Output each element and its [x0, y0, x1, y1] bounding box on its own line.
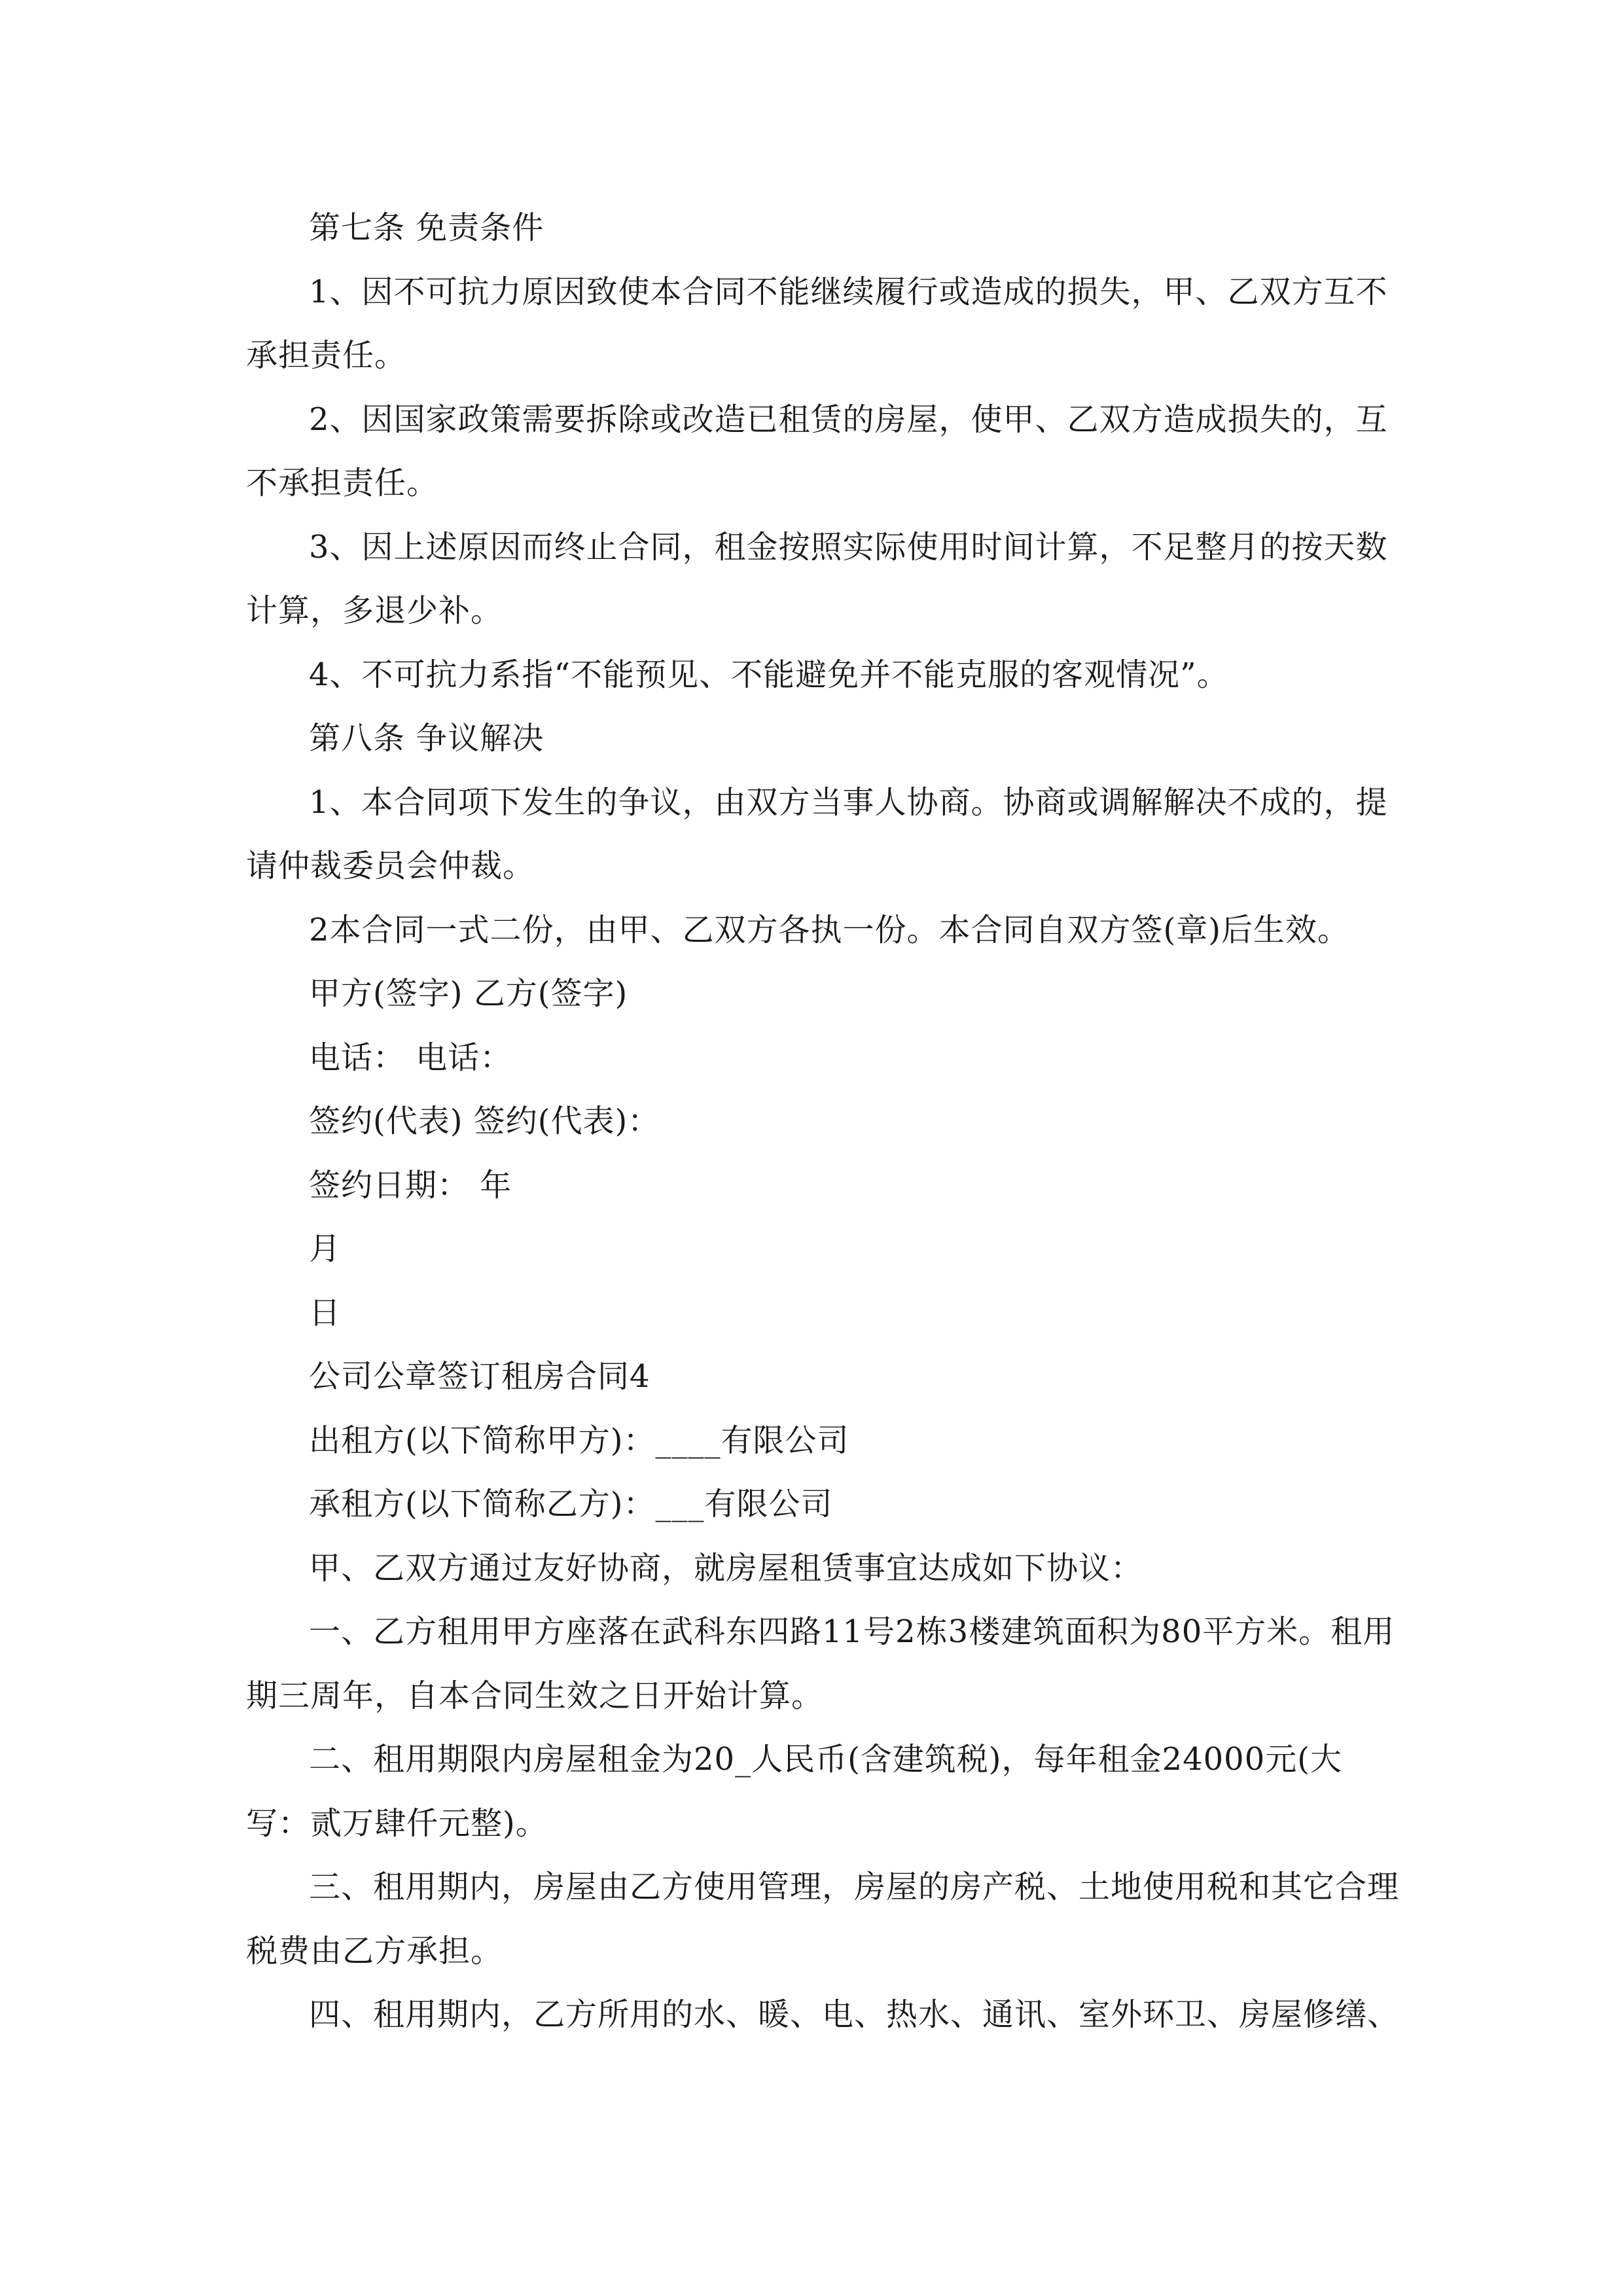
- clause-4: 四、租用期内，乙方所用的水、暖、电、热水、通讯、室外环卫、房屋修缮、: [309, 1996, 1400, 2033]
- paragraph-8-2: 2本合同一式二份，由甲、乙双方各执一份。本合同自双方签(章)后生效。: [309, 911, 1349, 948]
- clause-3: 三、租用期内，房屋由乙方使用管理，房屋的房产税、土地使用税和其它合理税费由乙方承担。: [246, 1869, 1400, 1969]
- article-7-heading: 第七条 免责条件: [309, 209, 544, 246]
- article-8-heading: 第八条 争议解决: [309, 720, 544, 757]
- paragraph-7-4: 4、不可抗力系指“不能预见、不能避免并不能克服的客观情况”。: [309, 656, 1229, 693]
- signature-line: 甲方(签字) 乙方(签字): [309, 975, 628, 1012]
- agreement-intro: 甲、乙双方通过友好协商，就房屋租赁事宜达成如下协议：: [309, 1549, 1143, 1587]
- document-body: [246, 196, 1404, 2047]
- lessee-line: 承租方(以下简称乙方)：___有限公司: [309, 1486, 833, 1522]
- clause-1: 一、乙方租用甲方座落在武科东四路11号2栋3楼建筑面积为80平方米。租用期三周年，自本合同生效之日开始计算。: [246, 1613, 1395, 1714]
- representative-line: 签约(代表) 签约(代表)：: [309, 1103, 660, 1139]
- sign-date-line: 签约日期： 年: [309, 1166, 512, 1204]
- clause-2: 二、租用期限内房屋租金为20_人民币(含建筑税)，每年租金24000元(大写：贰万肆仟元整)。: [246, 1741, 1342, 1842]
- contract-4-title: 公司公章签订租房合同4: [309, 1358, 651, 1395]
- lessor-line: 出租方(以下简称甲方)：____有限公司: [309, 1422, 849, 1459]
- paragraph-7-3: 3、因上述原因而终止合同，租金按照实际使用时间计算，不足整月的按天数计算，多退少补。: [246, 528, 1388, 629]
- phone-line: 电话： 电话：: [309, 1039, 512, 1076]
- paragraph-8-1: 1、本合同项下发生的争议，由双方当事人协商。协商或调解解决不成的，提请仲裁委员会仲裁。: [246, 783, 1388, 884]
- sign-date-day: 日: [309, 1294, 342, 1331]
- sign-date-month: 月: [309, 1230, 342, 1267]
- paragraph-7-1: 1、因不可抗力原因致使本合同不能继续履行或造成的损失，甲、乙双方互不承担责任。: [246, 273, 1388, 374]
- paragraph-7-2: 2、因国家政策需要拆除或改造已租赁的房屋，使甲、乙双方造成损失的，互不承担责任。: [246, 401, 1388, 501]
